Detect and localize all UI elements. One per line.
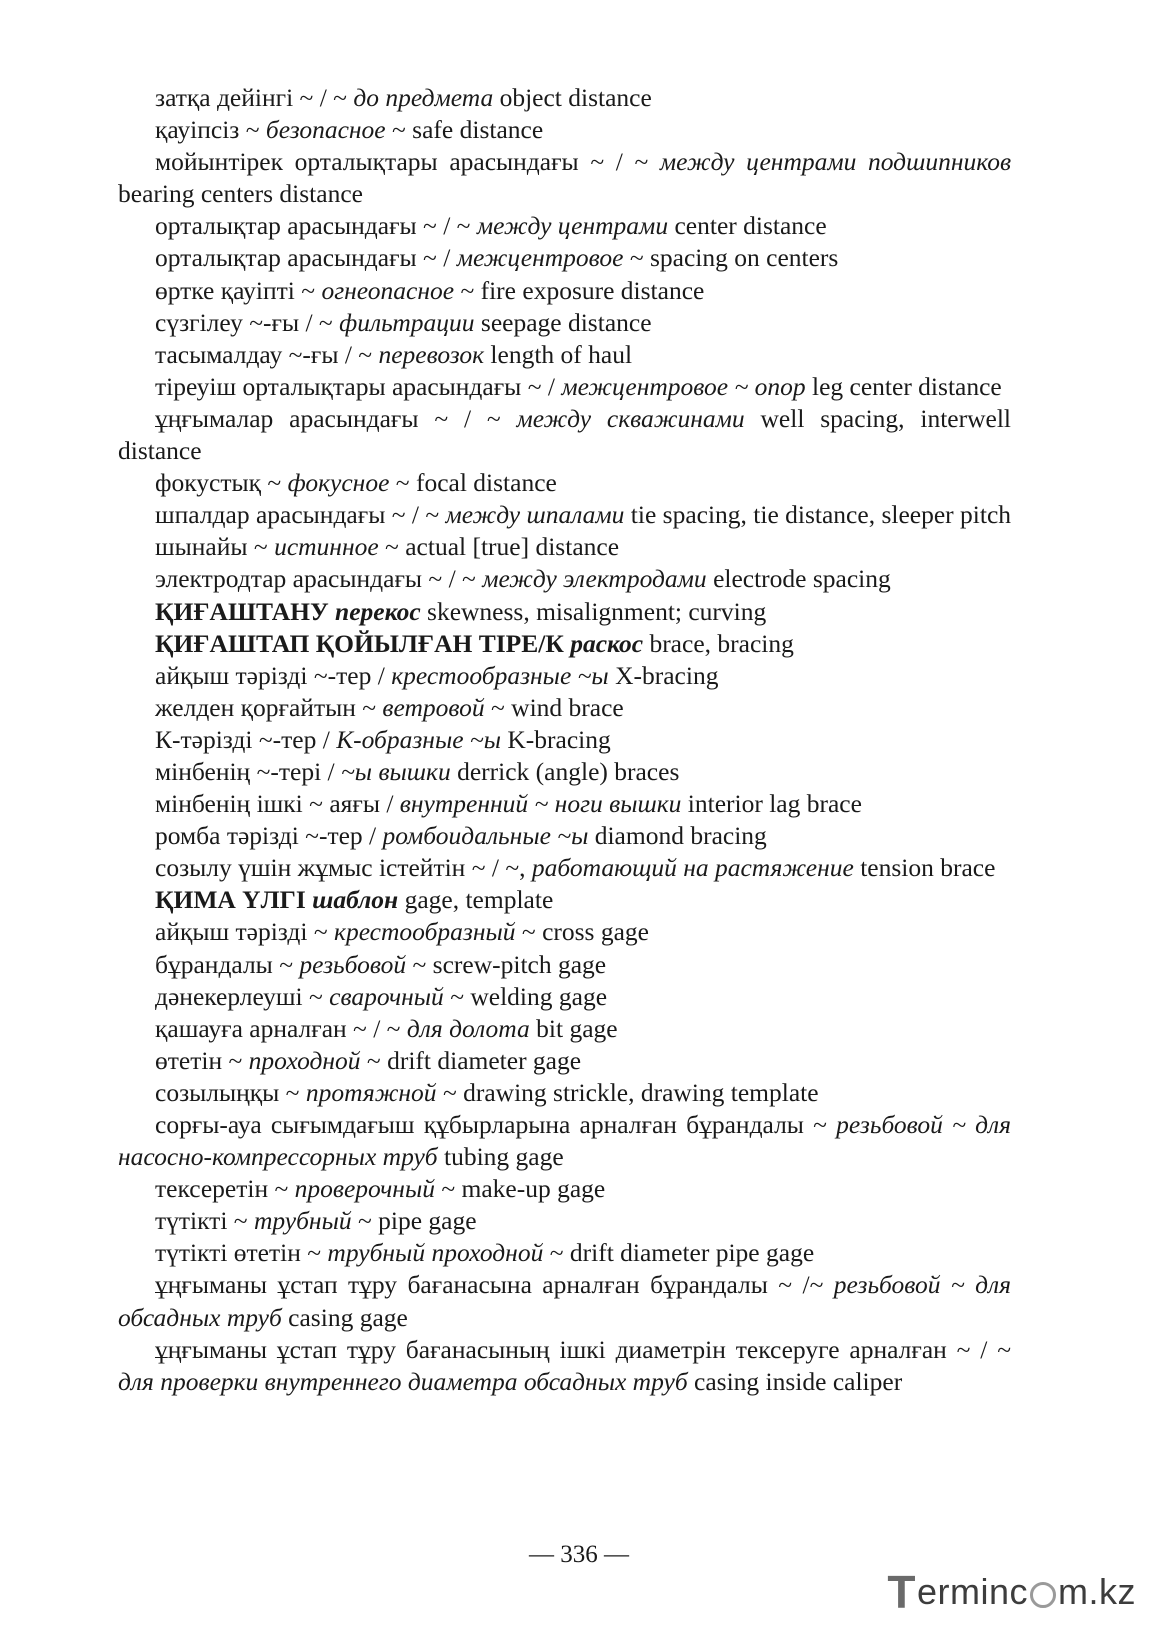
entry-russian-term: между шпалами	[445, 500, 625, 530]
dictionary-entry	[118, 692, 1011, 724]
entry-russian-term: ~ы вышки	[341, 756, 451, 786]
logo-text-part-3: m.kz	[1058, 1571, 1136, 1612]
entry-text: электродтар арасындағы ~ / ~	[155, 564, 483, 594]
entry-russian-term: ромбоидальные ~ы	[382, 821, 589, 851]
entry-text: ромба тәрізді ~-тер /	[155, 821, 383, 851]
entry-headword: перекос	[335, 596, 421, 626]
entry-text: затқа дейінгі ~ / ~	[155, 83, 354, 112]
dictionary-entry	[118, 788, 1011, 820]
entry-russian-term: ветровой	[382, 692, 485, 722]
entry-text: ~ drawing strickle, drawing template	[436, 1077, 819, 1107]
dictionary-entry	[118, 852, 1011, 884]
entry-russian-term: до предмета	[353, 83, 494, 112]
entry-russian-term: между электродами	[482, 564, 707, 594]
dictionary-entry	[118, 82, 1011, 114]
entry-text: well spacing, interwell distance	[118, 403, 1011, 466]
dictionary-entry	[118, 1077, 1011, 1109]
dictionary-entry	[118, 114, 1011, 146]
entry-text: center distance	[668, 211, 827, 241]
entry-text: мойынтірек орталықтары арасындағы ~ / ~	[155, 147, 660, 177]
dictionary-entry	[118, 884, 1011, 916]
page-number: — 336 —	[529, 1541, 629, 1568]
entry-text: diamond bracing	[588, 821, 767, 851]
dictionary-entry	[118, 499, 1011, 531]
entry-text: bit gage	[529, 1013, 618, 1043]
dictionary-entry	[118, 660, 1011, 692]
entry-text: casing gage	[281, 1302, 408, 1332]
entry-text: сорғы-ауа сығымдағыш құбырларына арналған бұрандалы ~	[155, 1110, 837, 1139]
entry-text: X-bracing	[608, 660, 719, 690]
entry-text: skewness, misalignment; curving	[420, 596, 767, 626]
dictionary-entry	[118, 1334, 1011, 1398]
entry-text: желден қорғайтын ~	[155, 692, 383, 722]
entry-text: ~ safe distance	[385, 115, 544, 145]
entry-text: К-тәрізді ~-тер /	[155, 724, 337, 754]
entry-russian-term: межцентровое ~ опор	[561, 371, 806, 401]
entry-text: ұңғыманы ұстап тұру бағанасына арналған бұрандалы ~ /~	[155, 1270, 834, 1300]
entry-russian-term: проходной	[248, 1045, 361, 1075]
dictionary-entry	[118, 1013, 1011, 1045]
dictionary-entry	[118, 916, 1011, 948]
entry-headword: ҚИҒАШТАНУ	[155, 596, 336, 626]
dictionary-entry	[118, 1269, 1011, 1333]
entry-text: өртке қауіпті ~	[155, 275, 322, 305]
entry-text: length of haul	[484, 339, 633, 369]
entry-text: ~ make-up gage	[434, 1174, 606, 1204]
dictionary-entry	[118, 1045, 1011, 1077]
entry-text: созылу үшін жұмыс істейтін ~ / ~,	[155, 853, 532, 883]
dictionary-entry	[118, 403, 1011, 467]
entry-text: шпалдар арасындағы ~ / ~	[155, 500, 446, 530]
entry-russian-term: между скважинами	[516, 403, 745, 433]
entry-russian-term: огнеопасное	[321, 275, 455, 305]
logo-ring-icon	[1030, 1582, 1056, 1608]
logo-letter-t: T	[887, 1566, 916, 1618]
entry-headword: шаблон	[312, 885, 399, 915]
entry-text: мінбенің ~-тері /	[155, 756, 341, 786]
entry-text: electrode spacing	[706, 564, 891, 594]
entry-text: тасымалдау ~-ғы / ~	[155, 339, 379, 369]
entry-russian-term: перевозок	[378, 339, 485, 369]
entry-russian-term: фильтрации	[339, 307, 475, 337]
entry-text: ~ focal distance	[389, 468, 557, 498]
entry-text: созылыңқы ~	[155, 1077, 306, 1107]
entry-text: ұңғымалар арасындағы ~ / ~	[155, 403, 517, 433]
dictionary-entry	[118, 1173, 1011, 1205]
dictionary-entry	[118, 371, 1011, 403]
entry-text: object distance	[493, 83, 652, 112]
entry-text: ~ drift diameter pipe gage	[543, 1238, 815, 1268]
entry-text: interior lag brace	[681, 789, 862, 819]
dictionary-entry	[118, 339, 1011, 371]
entry-text: тексеретін ~	[155, 1174, 295, 1204]
entry-text: түтікті ~	[155, 1206, 254, 1236]
entry-text: ~ drift diameter gage	[360, 1045, 582, 1075]
dictionary-entry	[118, 949, 1011, 981]
dictionary-entry	[118, 724, 1011, 756]
dictionary-entry	[118, 596, 1011, 628]
entry-text: ~ wind brace	[484, 692, 624, 722]
entry-text: bearing centers distance	[118, 179, 363, 209]
entry-text: орталықтар арасындағы ~ /	[155, 243, 457, 273]
entry-text: фокустық ~	[155, 468, 288, 498]
entry-headword: раскос	[570, 628, 644, 658]
entry-russian-term: сварочный	[329, 981, 444, 1011]
entry-text: tubing gage	[437, 1142, 564, 1172]
entry-russian-term: резьбовой	[299, 949, 407, 979]
dictionary-entry	[118, 210, 1011, 242]
entry-text: casing inside caliper	[687, 1366, 903, 1396]
dictionary-entry	[118, 756, 1011, 788]
logo-text-part-2: c	[1009, 1571, 1028, 1612]
entry-russian-term: для долота	[406, 1013, 530, 1043]
dictionary-entry	[118, 307, 1011, 339]
entry-text: шынайы ~	[155, 532, 275, 562]
entry-text: ~ pipe gage	[351, 1206, 477, 1236]
dictionary-entry	[118, 628, 1011, 660]
entry-text: мінбенің ішкі ~ аяғы /	[155, 789, 400, 819]
entry-text: ұңғыманы ұстап тұру бағанасының ішкі диаметрін тексеруге арналған ~ / ~	[155, 1334, 1011, 1364]
entry-russian-term: резьбовой ~ для насосно-компрессорных труб	[118, 1110, 1011, 1172]
entry-text: leg center distance	[805, 371, 1002, 401]
entry-russian-term: внутренний ~ ноги вышки	[399, 789, 682, 819]
entry-text: тіреуіш орталықтары арасындағы ~ /	[155, 371, 562, 401]
entry-text: ~ fire exposure distance	[454, 275, 705, 305]
dictionary-entry	[118, 531, 1011, 563]
entry-text: ~ spacing on centers	[623, 243, 839, 273]
entry-text: дәнекерлеуші ~	[155, 981, 330, 1011]
entry-russian-term: К-образные ~ы	[336, 724, 501, 754]
dictionary-entry	[118, 242, 1011, 274]
entry-text: сүзгілеу ~-ғы / ~	[155, 307, 340, 337]
entry-text: tension brace	[853, 853, 996, 883]
entry-russian-term: работающий на растяжение	[531, 853, 854, 883]
entry-text: ~ screw-pitch gage	[406, 949, 607, 979]
entry-text: ~ cross gage	[515, 917, 649, 947]
entry-text: brace, bracing	[643, 628, 794, 658]
entry-russian-term: истинное	[274, 532, 379, 562]
dictionary-entry	[118, 1205, 1011, 1237]
entry-text: tie spacing, tie distance, sleeper pitch	[624, 500, 1012, 530]
entry-russian-term: межцентровое	[456, 243, 624, 273]
entry-russian-term: трубный	[253, 1206, 352, 1236]
entry-russian-term: для проверки внутреннего диаметра обсадных труб	[118, 1366, 688, 1396]
entry-russian-term: резьбовой ~ для обсадных труб	[118, 1270, 1011, 1332]
dictionary-entry	[118, 981, 1011, 1013]
entry-text: бұрандалы ~	[155, 949, 300, 979]
entry-text: seepage distance	[474, 307, 652, 337]
entry-text: өтетін ~	[155, 1045, 249, 1075]
dictionary-entry	[118, 146, 1011, 210]
entry-text: ~ actual [true] distance	[378, 532, 620, 562]
dictionary-entry	[118, 1109, 1011, 1173]
dictionary-entry	[118, 563, 1011, 595]
entry-text: қауіпсіз ~	[155, 115, 266, 145]
entry-text: gage, template	[398, 885, 554, 915]
entry-text: derrick (angle) braces	[450, 756, 680, 786]
entry-headword: ҚИМА ҮЛГІ	[155, 885, 313, 915]
entry-text: айқыш тәрізді ~	[155, 917, 335, 947]
entry-text: түтікті өтетін ~	[155, 1238, 328, 1268]
dictionary-entry	[118, 1237, 1011, 1269]
entry-text: орталықтар арасындағы ~ / ~	[155, 211, 477, 241]
entry-text: ~ welding gage	[443, 981, 608, 1011]
entry-text: қашауға арналған ~ / ~	[155, 1013, 407, 1043]
entry-russian-term: фокусное	[287, 468, 390, 498]
dictionary-entry	[118, 820, 1011, 852]
entry-russian-term: между центрами подшипников	[659, 147, 1012, 177]
entry-russian-term: крестообразный	[334, 917, 516, 947]
entry-russian-term: трубный проходной	[327, 1238, 544, 1268]
dictionary-entry	[118, 275, 1011, 307]
dictionary-page	[118, 82, 1011, 1398]
dictionary-entry	[118, 467, 1011, 499]
termincom-logo	[887, 1565, 1136, 1619]
entry-russian-term: проверочный	[294, 1174, 435, 1204]
entry-russian-term: безопасное	[265, 115, 386, 145]
entry-headword: ҚИҒАШТАП ҚОЙЫЛҒАН ТІРЕ/К	[155, 628, 571, 658]
entry-russian-term: протяжной	[305, 1077, 437, 1107]
entry-text: айқыш тәрізді ~-тер /	[155, 660, 392, 690]
logo-text-part-1: ermin	[916, 1571, 1010, 1612]
entry-text: K-bracing	[500, 724, 611, 754]
entry-russian-term: между центрами	[476, 211, 669, 241]
entry-russian-term: крестообразные ~ы	[391, 660, 609, 690]
